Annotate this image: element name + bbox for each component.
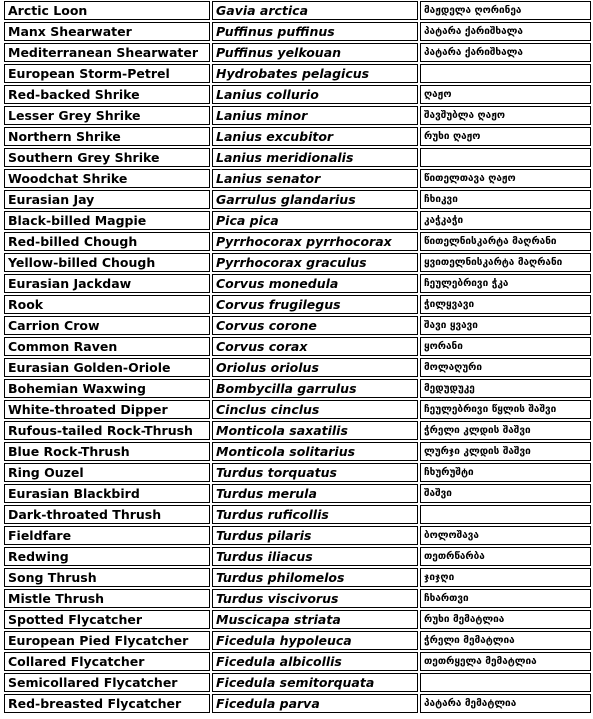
table-row	[4, 379, 591, 398]
table-row	[4, 337, 591, 356]
latin-name-cell: Lanius minor	[212, 106, 418, 125]
latin-name-cell: Corvus monedula	[212, 274, 418, 293]
english-name-cell: Eurasian Jackdaw	[4, 274, 210, 293]
english-name-cell: Mediterranean Shearwater	[4, 43, 210, 62]
english-name-cell: European Storm-Petrel	[4, 64, 210, 83]
english-name-cell: Ring Ouzel	[4, 463, 210, 482]
georgian-name-cell: ყორანი	[420, 337, 591, 356]
english-name-cell: Yellow-billed Chough	[4, 253, 210, 272]
english-name-cell: Woodchat Shrike	[4, 169, 210, 188]
english-name-cell: Red-breasted Flycatcher	[4, 694, 210, 713]
georgian-name-cell	[420, 64, 591, 83]
latin-name-cell: Turdus torquatus	[212, 463, 418, 482]
georgian-name-cell: ჯიჯღი	[420, 568, 591, 587]
english-name-cell: Rufous-tailed Rock-Thrush	[4, 421, 210, 440]
table-row	[4, 484, 591, 503]
latin-name-cell: Turdus iliacus	[212, 547, 418, 566]
georgian-name-cell: შავი ყვავი	[420, 316, 591, 335]
georgian-name-cell: ლურჯი კლდის შაშვი	[420, 442, 591, 461]
latin-name-cell: Turdus viscivorus	[212, 589, 418, 608]
georgian-name-cell: თეთრყელა მემატლია	[420, 652, 591, 671]
english-name-cell: Blue Rock-Thrush	[4, 442, 210, 461]
georgian-name-cell: ჩხიკვი	[420, 190, 591, 209]
english-name-cell: Manx Shearwater	[4, 22, 210, 41]
latin-name-cell: Corvus corone	[212, 316, 418, 335]
georgian-name-cell: ბოლოშავა	[420, 526, 591, 545]
table-row	[4, 589, 591, 608]
latin-name-cell: Oriolus oriolus	[212, 358, 418, 377]
english-name-cell: Northern Shrike	[4, 127, 210, 146]
english-name-cell: Fieldfare	[4, 526, 210, 545]
table-row	[4, 547, 591, 566]
table-row	[4, 274, 591, 293]
table-row	[4, 442, 591, 461]
latin-name-cell: Monticola solitarius	[212, 442, 418, 461]
table-row	[4, 400, 591, 419]
georgian-name-cell: პატარა მემატლია	[420, 694, 591, 713]
table-row	[4, 610, 591, 629]
georgian-name-cell: ყვითელნისკარტა მაღრანი	[420, 253, 591, 272]
latin-name-cell: Lanius excubitor	[212, 127, 418, 146]
table-row	[4, 43, 591, 62]
latin-name-cell: Turdus pilaris	[212, 526, 418, 545]
table-row	[4, 421, 591, 440]
georgian-name-cell: მოლაღური	[420, 358, 591, 377]
latin-name-cell: Ficedula hypoleuca	[212, 631, 418, 650]
bird-names-table-container	[2, 0, 591, 715]
georgian-name-cell	[420, 673, 591, 692]
latin-name-cell: Turdus merula	[212, 484, 418, 503]
english-name-cell: Dark-throated Thrush	[4, 505, 210, 524]
table-row	[4, 358, 591, 377]
georgian-name-cell	[420, 148, 591, 167]
georgian-name-cell: კაჭკაჭი	[420, 211, 591, 230]
table-row	[4, 673, 591, 692]
latin-name-cell: Puffinus yelkouan	[212, 43, 418, 62]
latin-name-cell: Pyrrhocorax graculus	[212, 253, 418, 272]
table-row	[4, 22, 591, 41]
table-row	[4, 232, 591, 251]
latin-name-cell: Ficedula parva	[212, 694, 418, 713]
table-row	[4, 169, 591, 188]
table-row	[4, 1, 591, 20]
georgian-name-cell: ჭრელი მემატლია	[420, 631, 591, 650]
latin-name-cell: Turdus philomelos	[212, 568, 418, 587]
english-name-cell: Eurasian Golden-Oriole	[4, 358, 210, 377]
english-name-cell: Bohemian Waxwing	[4, 379, 210, 398]
table-row	[4, 694, 591, 713]
latin-name-cell: Cinclus cinclus	[212, 400, 418, 419]
latin-name-cell: Pyrrhocorax pyrrhocorax	[212, 232, 418, 251]
latin-name-cell: Monticola saxatilis	[212, 421, 418, 440]
english-name-cell: Arctic Loon	[4, 1, 210, 20]
english-name-cell: Common Raven	[4, 337, 210, 356]
table-row	[4, 127, 591, 146]
english-name-cell: Southern Grey Shrike	[4, 148, 210, 167]
english-name-cell: Semicollared Flycatcher	[4, 673, 210, 692]
georgian-name-cell: პატარა ქარიშხალა	[420, 43, 591, 62]
bird-names-table	[2, 0, 593, 715]
latin-name-cell: Muscicapa striata	[212, 610, 418, 629]
georgian-name-cell: შავშუბლა ღაჟო	[420, 106, 591, 125]
english-name-cell: Spotted Flycatcher	[4, 610, 210, 629]
georgian-name-cell: წითელნისკარტა მაღრანი	[420, 232, 591, 251]
latin-name-cell: Hydrobates pelagicus	[212, 64, 418, 83]
table-row	[4, 148, 591, 167]
latin-name-cell: Lanius meridionalis	[212, 148, 418, 167]
latin-name-cell: Corvus corax	[212, 337, 418, 356]
english-name-cell: Eurasian Blackbird	[4, 484, 210, 503]
latin-name-cell: Gavia arctica	[212, 1, 418, 20]
table-row	[4, 316, 591, 335]
table-row	[4, 85, 591, 104]
english-name-cell: Black-billed Magpie	[4, 211, 210, 230]
table-row	[4, 505, 591, 524]
georgian-name-cell: წითელთავა ღაჟო	[420, 169, 591, 188]
georgian-name-cell: ჩხართვი	[420, 589, 591, 608]
georgian-name-cell: რუხი ღაჟო	[420, 127, 591, 146]
latin-name-cell: Lanius senator	[212, 169, 418, 188]
english-name-cell: Lesser Grey Shrike	[4, 106, 210, 125]
table-row	[4, 295, 591, 314]
georgian-name-cell: მედუდუკე	[420, 379, 591, 398]
table-row	[4, 253, 591, 272]
latin-name-cell: Turdus ruficollis	[212, 505, 418, 524]
georgian-name-cell: შაშვი	[420, 484, 591, 503]
latin-name-cell: Ficedula albicollis	[212, 652, 418, 671]
georgian-name-cell: ღაჟო	[420, 85, 591, 104]
english-name-cell: European Pied Flycatcher	[4, 631, 210, 650]
georgian-name-cell: პატარა ქარიშხალა	[420, 22, 591, 41]
table-row	[4, 568, 591, 587]
georgian-name-cell: ჩხურუშტი	[420, 463, 591, 482]
latin-name-cell: Puffinus puffinus	[212, 22, 418, 41]
bird-names-table-body	[4, 1, 591, 713]
georgian-name-cell: ჭილყვავი	[420, 295, 591, 314]
latin-name-cell: Pica pica	[212, 211, 418, 230]
georgian-name-cell	[420, 505, 591, 524]
table-row	[4, 64, 591, 83]
english-name-cell: Carrion Crow	[4, 316, 210, 335]
georgian-name-cell: ჭრელი კლდის შაშვი	[420, 421, 591, 440]
latin-name-cell: Lanius collurio	[212, 85, 418, 104]
table-row	[4, 211, 591, 230]
english-name-cell: Rook	[4, 295, 210, 314]
english-name-cell: White-throated Dipper	[4, 400, 210, 419]
latin-name-cell: Ficedula semitorquata	[212, 673, 418, 692]
english-name-cell: Collared Flycatcher	[4, 652, 210, 671]
table-row	[4, 652, 591, 671]
table-row	[4, 106, 591, 125]
georgian-name-cell: ჩეულებრივი ჭკა	[420, 274, 591, 293]
georgian-name-cell: რუხი მემატლია	[420, 610, 591, 629]
english-name-cell: Song Thrush	[4, 568, 210, 587]
english-name-cell: Red-backed Shrike	[4, 85, 210, 104]
latin-name-cell: Garrulus glandarius	[212, 190, 418, 209]
latin-name-cell: Corvus frugilegus	[212, 295, 418, 314]
english-name-cell: Redwing	[4, 547, 210, 566]
georgian-name-cell: თეთრწარბა	[420, 547, 591, 566]
english-name-cell: Red-billed Chough	[4, 232, 210, 251]
georgian-name-cell: მაჟდელა ღორინეა	[420, 1, 591, 20]
table-row	[4, 526, 591, 545]
table-row	[4, 463, 591, 482]
table-row	[4, 190, 591, 209]
english-name-cell: Eurasian Jay	[4, 190, 210, 209]
latin-name-cell: Bombycilla garrulus	[212, 379, 418, 398]
georgian-name-cell: ჩეულებრივი წყლის შაშვი	[420, 400, 591, 419]
table-row	[4, 631, 591, 650]
english-name-cell: Mistle Thrush	[4, 589, 210, 608]
